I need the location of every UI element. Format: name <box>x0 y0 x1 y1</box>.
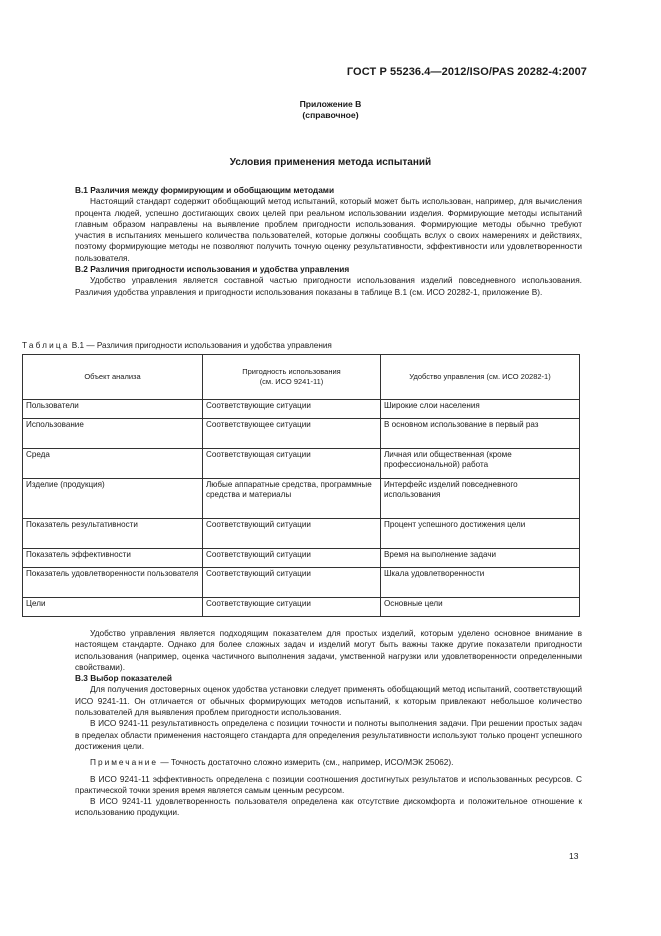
table-cell: В основном использование в первый раз <box>381 419 580 449</box>
paragraph: В ИСО 9241-11 удовлетворенность пользователя определена как отсутствие дискомфорта и положительное отношение к использованию продукции. <box>75 796 582 818</box>
paragraph: Удобство управления является подходящим показателем для простых изделий, которым уделено основное внимание в настоящем стандарте. Однако для более сложных задач и изделий могут быть важны также другие показатели пригодности использования (например, оценка частичного выполнения задачи, умственной нагрузки или удовлетворенности определенными свойствами). <box>75 628 582 672</box>
paragraph: Настоящий стандарт содержит обобщающий метод испытаний, который может быть использован, например, для вычисления процента людей, успешно достигающих своих целей при реальном использовании изделия. Формирующие методы испытаний главным образом направлены на выявление проблем пригодности использования. Формирующие методы обычно требуют участия в испытаниях меньшего количества пользователей, которые должны сообщать вслух о своих намерениях и действиях, поэтому формирующие методы не позволяют получить точную оценку результативности, эффективности или удовлетворенности пользователя. <box>75 196 582 263</box>
table-cell: Изделие (продукция) <box>23 479 203 519</box>
annex-heading <box>0 99 661 121</box>
table-cell: Любые аппаратные средства, программные средства и материалы <box>203 479 381 519</box>
column-header: Объект анализа <box>23 355 203 400</box>
table-row <box>23 568 580 598</box>
annex-kind: (справочное) <box>302 110 359 120</box>
paragraph: В ИСО 9241-11 эффективность определена с позиции соотношения достигнутых результатов и использованных ресурсов. С практической точки зрения время является самым ценным ресурсом. <box>75 773 582 795</box>
table-cell: Процент успешного достижения цели <box>381 519 580 549</box>
table-cell: Использование <box>23 419 203 449</box>
table-caption <box>22 341 332 350</box>
table-cell: Время на выполнение задачи <box>381 549 580 568</box>
table-row <box>23 479 580 519</box>
table-cell: Соответствующие ситуации <box>203 598 381 617</box>
table-cell: Соответствующие ситуации <box>203 400 381 419</box>
section-heading: В.3 Выбор показателей <box>75 673 172 684</box>
table-cell: Соответствующий ситуации <box>203 519 381 549</box>
table-cell: Показатель удовлетворенности пользователя <box>23 568 203 598</box>
table-caption-word: Таблица <box>22 341 70 350</box>
table-cell: Личная или общественная (кроме профессиональной) работа <box>381 449 580 479</box>
paragraph: В ИСО 9241-11 результативность определена с позиции точности и полноты выполнения задачи. При решении простых задач в пределах области применения настоящего стандарта для определения результативности используют только процент успешного достижения цели. <box>75 718 582 751</box>
table-cell: Цели <box>23 598 203 617</box>
table-row <box>23 449 580 479</box>
comparison-table <box>22 354 580 617</box>
annex-label: Приложение В <box>299 99 362 109</box>
section-heading: В.1 Различия между формирующим и обобщающим методами <box>75 185 335 195</box>
document-header: ГОСТ Р 55236.4—2012/ISO/PAS 20282-4:2007 <box>346 66 587 78</box>
section-b1 <box>75 185 582 298</box>
annex-title: Условия применения метода испытаний <box>229 157 432 168</box>
table-cell: Шкала удовлетворенности <box>381 568 580 598</box>
paragraph: Удобство управления является составной частью пригодности использования изделий повседневного использования. Различия удобства управления и пригодности использования показаны в таблице В.1 (см. ИСО 20282-1, приложение В). <box>75 275 582 297</box>
table-caption-text: В.1 — Различия пригодности использования и удобства управления <box>71 341 332 350</box>
table-row <box>23 419 580 449</box>
table-cell: Соответствующий ситуации <box>203 568 381 598</box>
table-cell: Основные цели <box>381 598 580 617</box>
table-header-row <box>23 355 580 400</box>
note <box>75 757 582 768</box>
note-text: — Точность достаточно сложно измерить (см., например, ИСО/МЭК 25062). <box>160 757 454 768</box>
table-cell: Пользователи <box>23 400 203 419</box>
table-cell: Среда <box>23 449 203 479</box>
paragraph: Для получения достоверных оценок удобства установки следует применять обобщающий метод испытаний, соответствующий ИСО 9241-11. Он отличается от обычных формирующих методов испытаний, к которым привлекают небольшое количество пользователей для выявления проблем пригодности использования. <box>75 684 582 718</box>
section-heading: В.2 Различия пригодности использования и удобства управления <box>75 264 350 275</box>
table-cell: Показатель результативности <box>23 519 203 549</box>
table-cell: Соответствующая ситуации <box>203 449 381 479</box>
table-row <box>23 519 580 549</box>
column-header: Удобство управления (см. ИСО 20282-1) <box>381 355 580 400</box>
table-cell: Широкие слои населения <box>381 400 580 419</box>
table-row <box>23 549 580 568</box>
page-number: 13 <box>569 851 579 861</box>
table-cell: Соответствующий ситуации <box>203 549 381 568</box>
column-header: Пригодность использования (см. ИСО 9241-11) <box>203 355 381 400</box>
table-cell: Интерфейс изделий повседневного использования <box>381 479 580 519</box>
table-cell: Соответствующее ситуации <box>203 419 381 449</box>
note-label: Примечание <box>90 757 159 768</box>
table-row <box>23 598 580 617</box>
table-cell: Показатель эффективности <box>23 549 203 568</box>
section-b3 <box>75 628 582 819</box>
table-row <box>23 400 580 419</box>
